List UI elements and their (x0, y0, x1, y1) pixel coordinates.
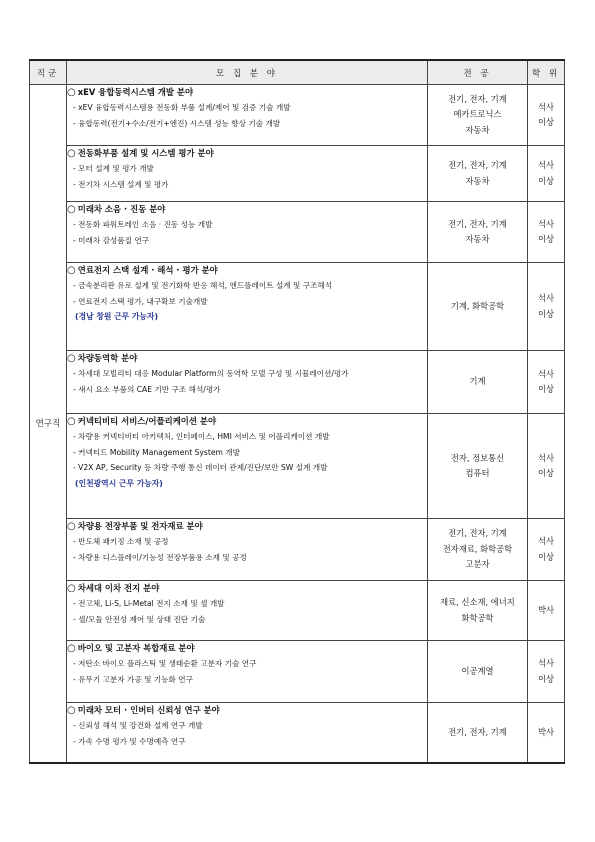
major-line: 기계, 화학공학 (450, 300, 505, 311)
bullet-circle-icon: ○ (67, 643, 76, 654)
degree-cell (528, 519, 565, 581)
location-note: (인천광역시 근무 가능자) (75, 478, 163, 488)
field-detail: - 차세대 모빌리티 대응 Modular Platform의 동역학 모델 구성 및 시뮬레이션/평가 (73, 369, 349, 378)
header-field: 모 집 분 야 (67, 60, 428, 85)
field-detail: - 가속 수명 평가 및 수명예측 연구 (73, 736, 186, 746)
field-title (67, 202, 427, 217)
field-cell (67, 703, 428, 763)
field-detail: - 섀시 요소 부품의 CAE 기반 구조 해석/평가 (73, 384, 221, 394)
major-line: 전기, 전자, 기계 (448, 160, 507, 170)
field-detail: - 커넥티드 Mobility Management System 개발 (73, 447, 240, 457)
table-row (30, 263, 565, 351)
degree-line: 박사 (537, 604, 555, 615)
degree-cell (528, 263, 565, 351)
bullet-circle-icon: ○ (67, 583, 76, 594)
field-detail: - V2X AP, Security 등 차량 주행 통신 데이터 관제/진단/보안 SW 설계 개발 (73, 463, 328, 472)
field-title-text: xEV 융합동력시스템 개발 분야 (77, 87, 194, 97)
major-line: 기계 (469, 376, 486, 387)
field-title (67, 263, 427, 278)
bullet-circle-icon: ○ (67, 148, 76, 159)
field-detail: - 전고체, Li-S, Li-Metal 전지 소재 및 셀 개발 (73, 599, 225, 608)
recruitment-table (29, 59, 565, 764)
bullet-circle-icon: ○ (67, 265, 76, 276)
field-cell (67, 146, 428, 202)
table-row (30, 519, 565, 581)
degree-line: 이상 (537, 673, 555, 684)
table-row (30, 351, 565, 414)
major-line: 전기, 전자, 기계 (448, 726, 507, 737)
major-line: 이공계열 (461, 665, 494, 676)
major-cell (428, 519, 528, 581)
field-title-text: 연료전지 스택 설계 · 해석 · 평가 분야 (77, 265, 218, 275)
field-title-text: 미래차 모터 · 인버터 신뢰성 연구 분야 (77, 705, 220, 715)
field-title (67, 414, 427, 429)
degree-line: 석사 (537, 368, 555, 379)
field-cell (67, 581, 428, 641)
field-detail: - 융합동력(전기+수소/전기+엔진) 시스템 성능 향상 기술 개발 (73, 118, 281, 128)
table-row (30, 641, 565, 703)
degree-cell (528, 414, 565, 519)
field-title (67, 146, 427, 161)
header-row (30, 60, 565, 85)
major-cell (428, 263, 528, 351)
field-cell (67, 519, 428, 581)
bullet-circle-icon: ○ (67, 705, 76, 716)
degree-cell (528, 581, 565, 641)
field-detail: - 신뢰성 해석 및 강건화 설계 연구 개발 (73, 721, 203, 730)
degree-line: 석사 (537, 293, 555, 303)
degree-line: 박사 (537, 726, 555, 737)
field-detail: - 전동화 파워트레인 소음 · 진동 성능 개발 (73, 220, 213, 229)
degree-line: 이상 (537, 234, 555, 244)
field-detail: - 반도체 패키징 소재 및 공정 (73, 537, 169, 546)
field-detail: - 저탄소 바이오 플라스틱 및 생태순환 고분자 기술 연구 (73, 659, 257, 668)
field-title (67, 351, 427, 366)
major-cell (428, 641, 528, 703)
major-line: 화학공학 (461, 612, 494, 623)
field-title (67, 519, 427, 534)
table-row (30, 581, 565, 641)
major-cell (428, 414, 528, 519)
bullet-circle-icon: ○ (67, 204, 76, 215)
degree-line: 석사 (537, 101, 555, 112)
degree-line: 이상 (537, 468, 555, 478)
header-major: 전 공 (428, 60, 528, 85)
table-row (30, 146, 565, 202)
location-note: (경남 창원 근무 가능자) (75, 312, 159, 321)
bullet-circle-icon: ○ (67, 353, 76, 364)
major-line: 전기, 전자, 기계 (448, 93, 507, 104)
field-title (67, 581, 427, 596)
field-detail: - 미래차 감성품질 연구 (73, 235, 150, 245)
field-title (67, 641, 427, 656)
degree-cell (528, 351, 565, 414)
degree-cell (528, 85, 565, 146)
field-title-text: 차량용 전장부품 및 전자재료 분야 (77, 521, 203, 531)
major-line: 자동차 (465, 234, 490, 244)
field-cell (67, 351, 428, 414)
degree-cell (528, 703, 565, 763)
major-line: 메카트로닉스 (453, 109, 502, 120)
field-detail: - 차량용 디스플레이/기능성 전장부품용 소재 및 공정 (73, 552, 247, 562)
degree-line: 석사 (537, 658, 555, 668)
major-cell (428, 581, 528, 641)
field-detail: - 연료전지 스택 평가, 내구확보 기술개발 (73, 296, 208, 306)
degree-line: 이상 (537, 308, 555, 319)
field-title-text: 차세대 이차 전지 분야 (77, 583, 160, 593)
field-title-text: 전동화부품 설계 및 시스템 평가 분야 (77, 148, 214, 158)
major-line: 컴퓨터 (465, 468, 490, 478)
field-detail: - 모터 설계 및 평가 개발 (73, 164, 154, 173)
field-cell (67, 263, 428, 351)
table-body (30, 85, 565, 763)
degree-line: 이상 (537, 175, 555, 186)
field-cell (67, 641, 428, 703)
major-cell (428, 85, 528, 146)
degree-line: 이상 (537, 551, 555, 562)
table-row (30, 414, 565, 519)
table-row (30, 703, 565, 763)
field-cell (67, 414, 428, 519)
bullet-circle-icon: ○ (67, 521, 76, 532)
field-title-text: 차량동역학 분야 (77, 353, 138, 363)
field-detail: - 유무기 고분자 가공 및 기능화 연구 (73, 674, 193, 684)
major-cell (428, 202, 528, 263)
field-detail: - 금속분리판 유로 설계 및 전기화학 반응 해석, 엔드플레이트 설계 및 구조해석 (73, 281, 333, 290)
major-line: 전기, 전자, 기계 (448, 528, 507, 539)
field-title-text: 바이오 및 고분자 복합재료 분야 (77, 643, 195, 653)
field-detail: - 셀/모듈 안전성 제어 및 상태 진단 기술 (73, 614, 206, 624)
degree-line: 이상 (537, 117, 555, 127)
major-line: 전기, 전자, 기계 (448, 218, 507, 229)
degree-cell (528, 641, 565, 703)
degree-line: 석사 (537, 160, 555, 170)
bullet-circle-icon: ○ (67, 416, 76, 427)
field-detail: - 전기차 시스템 설계 및 평가 (73, 179, 169, 189)
degree-line: 석사 (537, 452, 555, 463)
major-line: 자동차 (465, 175, 490, 186)
degree-cell (528, 202, 565, 263)
category-cell: 연구직 (30, 85, 67, 763)
table-row (30, 202, 565, 263)
major-line: 전자, 정보통신 (450, 452, 505, 463)
field-detail: - xEV 융합동력시스템용 전동화 부품 설계/제어 및 검증 기술 개발 (73, 103, 291, 112)
major-line: 자동차 (465, 124, 490, 135)
major-line: 고분자 (465, 559, 490, 570)
degree-line: 석사 (537, 536, 555, 546)
field-cell (67, 202, 428, 263)
degree-line: 석사 (537, 218, 555, 229)
field-detail: - 차량용 커넥티비티 아키텍처, 인터페이스, HMI 서비스 및 어플리케이션 개발 (73, 432, 330, 441)
major-line: 재료, 신소재, 에너지 (440, 597, 515, 607)
field-title (67, 85, 427, 100)
major-cell (428, 703, 528, 763)
major-line: 전자재료, 화학공학 (442, 543, 513, 554)
header-category: 직군 (30, 60, 67, 85)
bullet-circle-icon: ○ (67, 87, 76, 98)
field-cell (67, 85, 428, 146)
degree-line: 이상 (537, 384, 555, 394)
header-degree: 학 위 (528, 60, 565, 85)
field-title-text: 미래차 소음 · 진동 분야 (77, 204, 166, 214)
field-title-text: 커넥티비티 서비스/어플리케이션 분야 (77, 416, 217, 426)
table-row (30, 85, 565, 146)
major-cell (428, 146, 528, 202)
field-title (67, 703, 427, 718)
degree-cell (528, 146, 565, 202)
major-cell (428, 351, 528, 414)
